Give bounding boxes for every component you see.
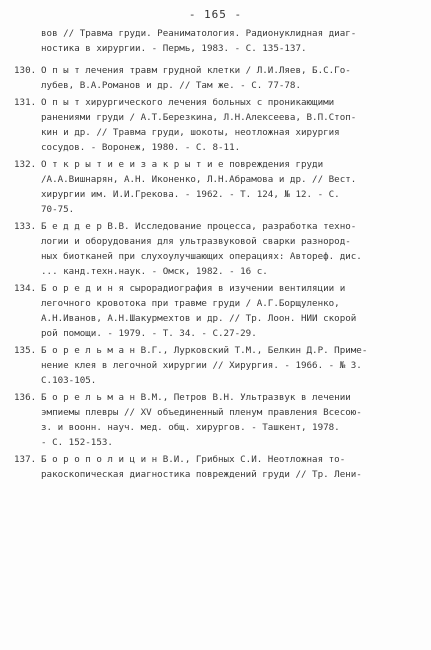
entry-line: Б е д д е р В.В. Исследование процесса, разработка техно- (41, 221, 357, 232)
bibliography-entry (14, 95, 418, 155)
entry-number: 131. (14, 97, 37, 108)
entry-line: Б о р е д и н я сырорадиография в изучении вентиляции и (41, 283, 346, 294)
entry-number: 134. (14, 283, 37, 294)
entry-line: з. и воонн. науч. мед. общ. хирургов. - Ташкент, 1978. (41, 422, 340, 433)
bibliography-entry (14, 157, 418, 217)
entry-line: сосудов. - Воронеж, 1980. - С. 8-11. (41, 142, 241, 153)
entry-line: ракоскопическая диагностика повреждений груди // Тр. Лени- (41, 469, 362, 480)
entry-line: /А.А.Вишнарян, А.Н. Иконенко, Л.Н.Абрамова и др. // Вест. (41, 174, 357, 185)
entry-line: вов // Травма груди. Реаниматология. Радионуклидная диаг- (41, 28, 357, 39)
entry-line: кин и др. // Травма груди, шокоты, неотложная хирургия (41, 127, 340, 138)
bibliography-entry (14, 343, 418, 388)
entry-line: ных биотканей при слухоулучшающих операциях: Автореф. дис. (41, 251, 362, 262)
entry-number: 132. (14, 159, 37, 170)
entry-number: 137. (14, 454, 37, 465)
entry-line: О т к р ы т и е и з а к р ы т и е повреждения груди (41, 159, 324, 170)
entry-number: 136. (14, 392, 37, 403)
bibliography-entry (14, 390, 418, 450)
entry-line: ... канд.техн.наук. - Омск, 1982. - 16 с. (41, 266, 268, 277)
entry-line: О п ы т хирургического лечения больных с проникающими (41, 97, 335, 108)
bibliography-list (14, 26, 418, 484)
entry-line: С.103-105. (41, 375, 97, 386)
entry-line: Б о р е л ь м а н В.Г., Лурковский Т.М., Белкин Д.Р. Приме- (41, 345, 368, 356)
bibliography-entry (14, 452, 418, 482)
entry-line: 70-75. (41, 204, 75, 215)
entry-line: лубев, В.А.Романов и др. // Там же. - С. 77-78. (41, 80, 301, 91)
continued-entry (14, 26, 418, 56)
entry-line: логии и оборудования для ультразвуковой сварки разнород- (41, 236, 351, 247)
entry-number: 130. (14, 65, 37, 76)
entry-line: - С. 152-153. (41, 437, 113, 448)
entry-number: 133. (14, 221, 37, 232)
entry-line: хирургии им. И.И.Грекова. - 1962. - Т. 124, № 12. - С. (41, 189, 340, 200)
entry-number: 135. (14, 345, 37, 356)
entry-line: ностика в хирургии. - Пермь, 1983. - С. 135-137. (41, 43, 307, 54)
bibliography-entry (14, 219, 418, 279)
entry-line: Б о р о п о л и ц и н В.И., Грибных С.И. Неотложная то- (41, 454, 346, 465)
entry-line: эмпиемы плевры // XV объединенный пленум правления Всесою- (41, 407, 362, 418)
entry-line: нение клея в легочной хирургии // Хирургия. - 1966. - № 3. (41, 360, 362, 371)
entry-line: Б о р е л ь м а н В.М., Петров В.Н. Ультразвук в лечении (41, 392, 351, 403)
entry-line: А.Н.Иванов, А.Н.Шакурмехтов и др. // Тр. Лоон. НИИ скорой (41, 313, 357, 324)
bibliography-entry (14, 281, 418, 341)
page-number: - 165 - (188, 8, 243, 21)
entry-line: ранениями груди / А.Т.Березкина, Л.Н.Алексеева, В.П.Стоп- (41, 112, 357, 123)
entry-line: О п ы т лечения травм грудной клетки / Л.И.Ляев, Б.С.Го- (41, 65, 351, 76)
bibliography-entry (14, 63, 418, 93)
entry-line: рой помощи. - 1979. - Т. 34. - С.27-29. (41, 328, 257, 339)
entry-line: легочного кровотока при травме груди / А.Г.Борщуленко, (41, 298, 340, 309)
